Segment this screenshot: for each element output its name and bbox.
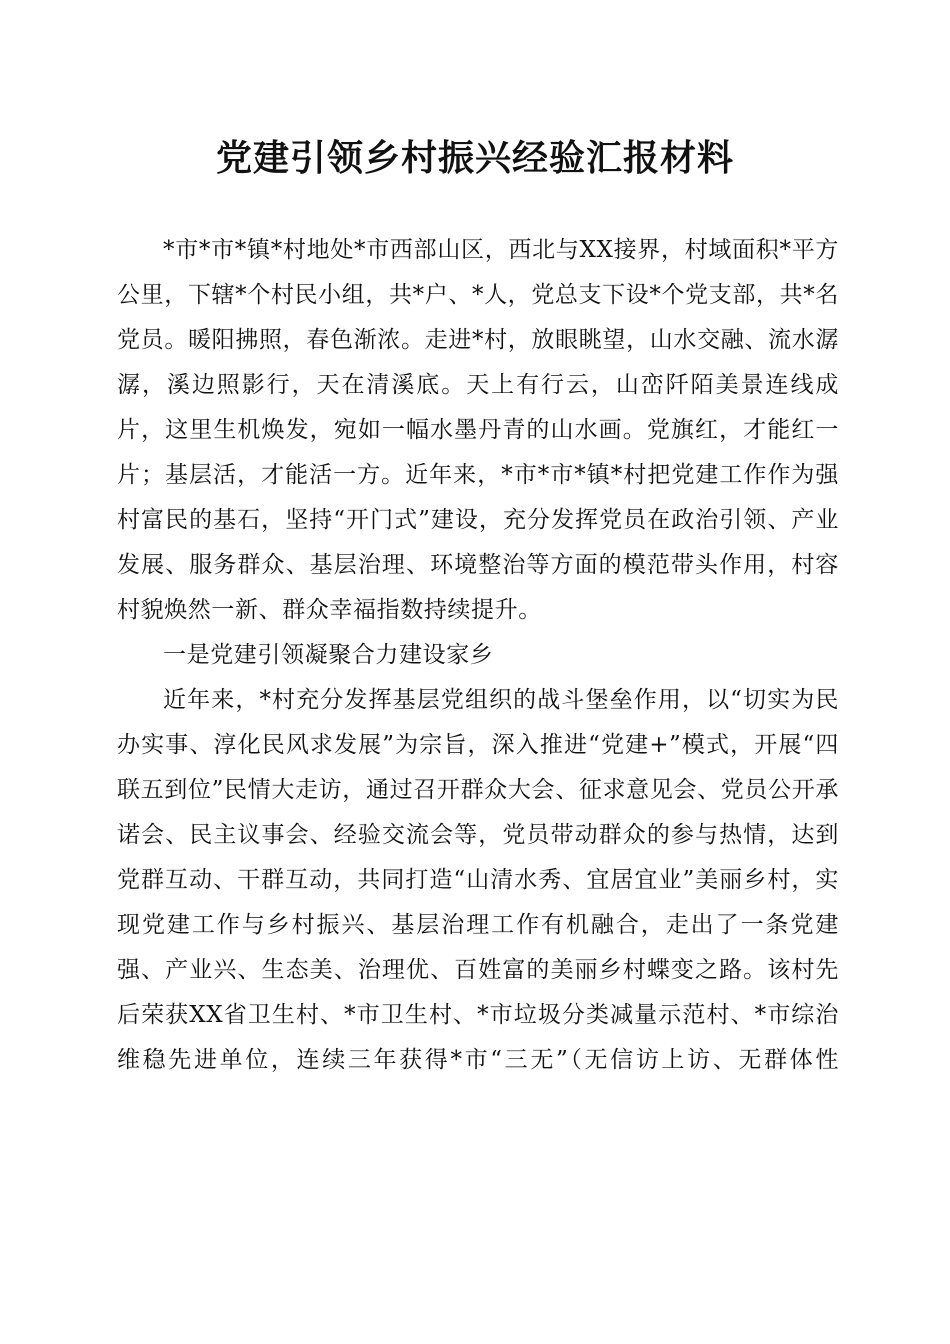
document-title: 党建引领乡村振兴经验汇报材料 xyxy=(215,137,734,179)
section-paragraph: 近年来，*村充分发挥基层党组织的战斗堡垒作用，以“切实为民办实事、淳化民风求发展”为宗旨，深入推进“党建+”模式，开展“四联五到位”民情大走访，通过召开群众大会、征求意见会、党员公开承诺会、民主议事会、经验交流会等，党员带动群众的参与热情，达到党群互动、干群互动，共同打造“山清水秀、宜居宜业”美丽乡村，实现党建工作与乡村振兴、基层治理工作有机融合，走出了一条党建强、产业兴、生态美、治理优、百姓富的美丽乡村蝶变之路。该村先后荣获XX省卫生村、*市卫生村、*市垃圾分类减量示范村、*市综治维稳先进单位，连续三年获得*市“三无”（无信访上访、无群体性 xyxy=(117,687,839,1073)
section-heading: 一是党建引领凝聚合力建设家乡 xyxy=(163,642,494,668)
intro-paragraph: *市*市*镇*村地处*市西部山区，西北与XX接界，村域面积*平方公里，下辖*个村民小组，共*户、*人，党总支下设*个党支部，共*名党员。暖阳拂照，春色渐浓。走进*村，放眼眺望，山水交融、流水潺潺，溪边照影行，天在清溪底。天上有行云，山峦阡陌美景连线成片，这里生机焕发，宛如一幅水墨丹青的山水画。党旗红，才能红一片；基层活，才能活一方。近年来，*市*市*镇*村把党建工作作为强村富民的基石，坚持“开门式”建设，充分发挥党员在政治引领、产业发展、服务群众、基层治理、环境整治等方面的模范带头作用，村容村貌焕然一新、群众幸福指数持续提升。 xyxy=(117,237,839,623)
document-body xyxy=(117,228,839,1083)
